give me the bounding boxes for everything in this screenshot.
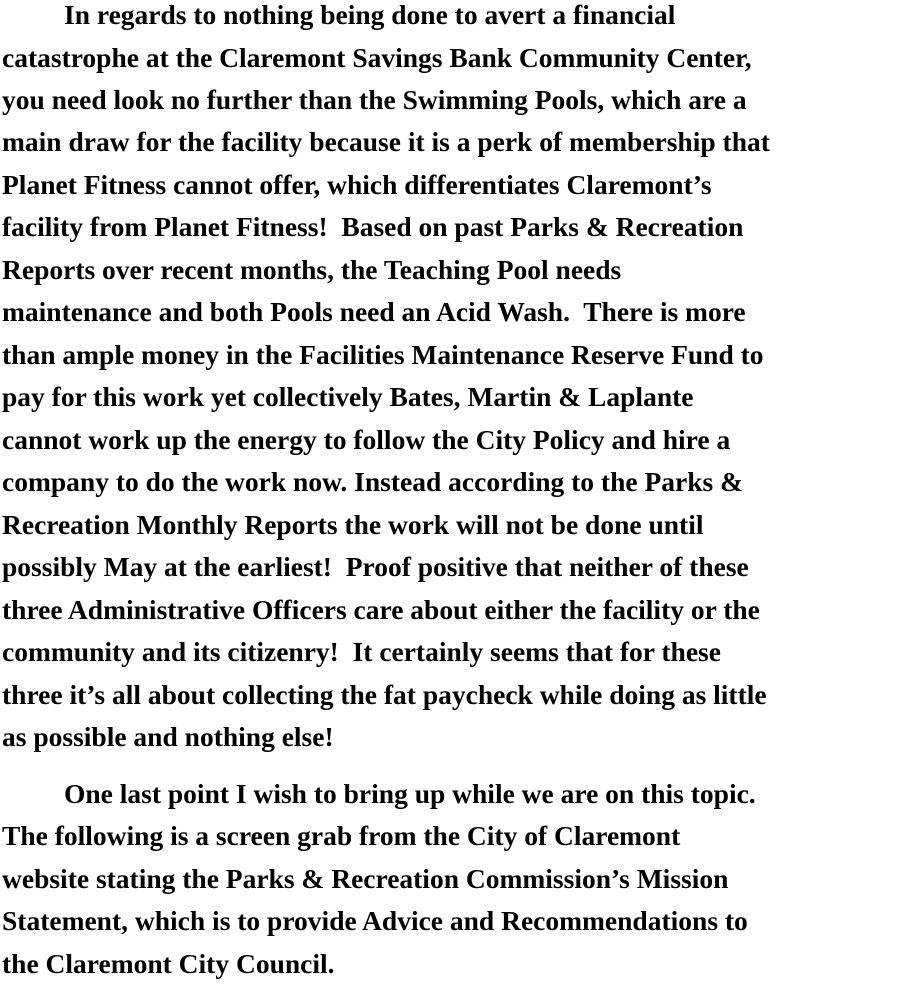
text-line: Planet Fitness cannot offer, which differentiates Claremont’s — [2, 169, 712, 200]
text-line: than ample money in the Facilities Maintenance Reserve Fund to — [2, 339, 764, 370]
text-line: Statement, which is to provide Advice and Recommendations to — [2, 905, 748, 936]
text-line: as possible and nothing else! — [2, 721, 334, 752]
text-line: One last point I wish to bring up while we are on this topic. — [64, 778, 756, 809]
text-line: three it’s all about collecting the fat paycheck while doing as little — [2, 679, 767, 710]
text-line: maintenance and both Pools need an Acid Wash. There is more — [2, 296, 746, 327]
text-line: In regards to nothing being done to avert a financial — [64, 0, 676, 30]
text-line: facility from Planet Fitness! Based on past Parks & Recreation — [2, 211, 744, 242]
text-line: three Administrative Officers care about either the facility or the — [2, 594, 760, 625]
text-line: Recreation Monthly Reports the work will not be done until — [2, 509, 704, 540]
text-line: community and its citizenry! It certainly seems that for these — [2, 636, 721, 667]
text-line: you need look no further than the Swimming Pools, which are a — [2, 84, 747, 115]
text-line: company to do the work now. Instead according to the Parks & — [2, 466, 743, 497]
text-line: possibly May at the earliest! Proof positive that neither of these — [2, 551, 749, 582]
text-line: website stating the Parks & Recreation Commission’s Mission — [2, 863, 729, 894]
text-line: main draw for the facility because it is a perk of membership that — [2, 126, 770, 157]
text-line: catastrophe at the Claremont Savings Bank Community Center, — [2, 42, 752, 73]
text-line: the Claremont City Council. — [2, 948, 335, 979]
text-line: cannot work up the energy to follow the City Policy and hire a — [2, 424, 731, 455]
text-line: Reports over recent months, the Teaching Pool needs — [2, 254, 622, 285]
text-line: pay for this work yet collectively Bates, Martin & Laplante — [2, 381, 694, 412]
text-line: The following is a screen grab from the City of Claremont — [2, 820, 681, 851]
